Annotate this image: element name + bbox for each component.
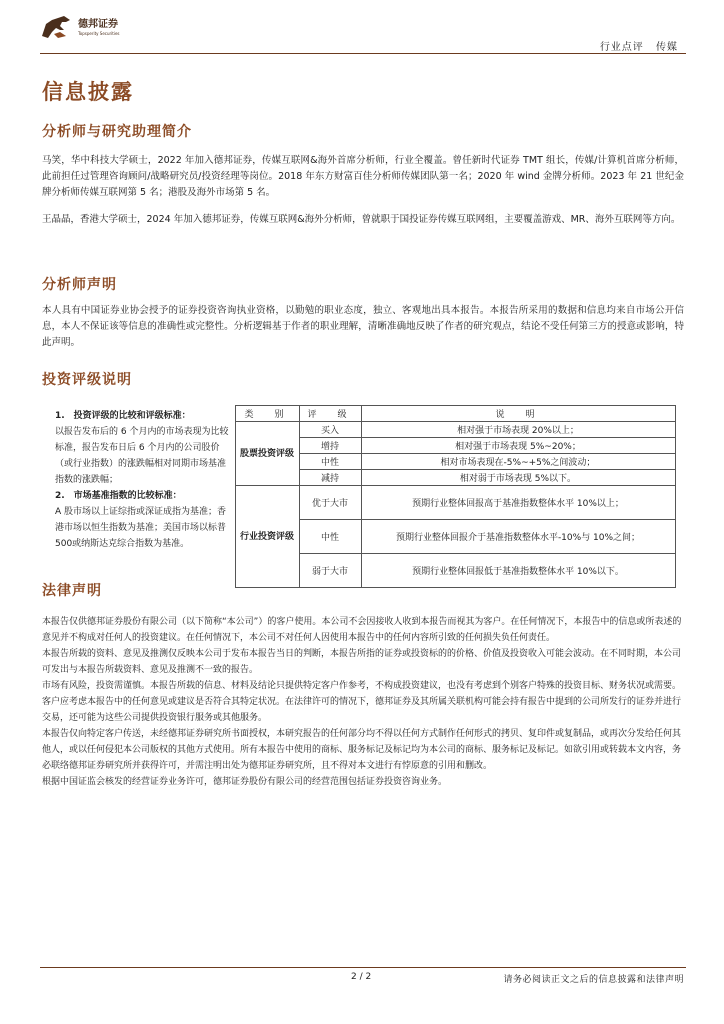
legal-paragraph: 市场有风险，投资需谨慎。本报告所载的信息、材料及结论只提供特定客户作参考，不构成投资建议，也没有考虑到个别客户特殊的投资目标、财务状况或需要。客户应考虑本报告中的任何意见或建议是否符合其特定状况。在法律许可的情况下，德邦证券及其所属关联机构可能会持有报告中提到的公司所发行的证券并进行交易，还可能为这些公司提供投资银行服务或其他服务。 bbox=[42, 681, 682, 723]
page-number: 2 / 2 bbox=[351, 972, 372, 982]
stock-rating-buy-desc: 相对强于市场表现 20%以上； bbox=[361, 422, 675, 438]
criteria-title-1: 1. 投资评级的比较和评级标准： bbox=[55, 410, 191, 421]
analyst-statement-text: 本人具有中国证券业协会授予的证券投资咨询执业资格，以勤勉的职业态度，独立、客观地出具本报告。本报告所采用的数据和信息均来自市场公开信息，本人不保证该等信息的准确性或完整性。分析逻辑基于作者的职业理解，清晰准确地反映了作者的研究观点，结论不受任何第三方的授意或影响，特此声明。 bbox=[42, 305, 684, 348]
analyst-intro-p2: 王晶晶，香港大学硕士，2024 年加入德邦证券，传媒互联网&海外分析师，曾就职于国投证券传媒互联网组，主要覆盖游戏、MR、海外互联网等方向。 bbox=[42, 214, 681, 225]
legal-paragraph: 根据中国证监会核发的经营证券业务许可，德邦证券股份有限公司的经营范围包括证券投资咨询业务。 bbox=[42, 777, 448, 787]
legal-heading: 法律声明 bbox=[42, 583, 102, 599]
report-category bbox=[600, 38, 678, 53]
rating-heading: 投资评级说明 bbox=[42, 372, 132, 388]
col-header-rating: 评 级 bbox=[299, 406, 361, 422]
category-label: 行业点评 bbox=[599, 42, 644, 53]
header-divider bbox=[40, 53, 686, 54]
stock-rating-overweight: 增持 bbox=[299, 438, 361, 454]
industry-rating-outperform-desc: 预期行业整体回报高于基准指数整体水平 10%以上； bbox=[361, 486, 675, 520]
rating-criteria bbox=[51, 406, 235, 588]
stock-rating-underweight-desc: 相对弱于市场表现 5%以下。 bbox=[361, 470, 675, 486]
stock-rating-category: 股票投资评级 bbox=[235, 422, 299, 486]
bull-logo-icon bbox=[40, 14, 74, 42]
criteria-text-1: 以报告发布后的 6 个月内的市场表现为比较标准，报告发布日后 6 个月内的公司股价（或行业指数）的涨跌幅相对同期市场基准指数的涨跌幅； bbox=[55, 426, 229, 485]
industry-rating-outperform: 优于大市 bbox=[299, 486, 361, 520]
stock-rating-underweight: 减持 bbox=[299, 470, 361, 486]
stock-rating-overweight-desc: 相对强于市场表现 5%~20%； bbox=[361, 438, 675, 454]
industry-rating-neutral-desc: 预期行业整体回报介于基准指数整体水平-10%与 10%之间； bbox=[361, 520, 675, 554]
rating-table bbox=[51, 405, 676, 588]
legal-text bbox=[42, 614, 684, 790]
analyst-intro-heading: 分析师与研究助理简介 bbox=[42, 124, 192, 140]
analyst-statement-heading: 分析师声明 bbox=[42, 277, 117, 293]
criteria-title-2: 2. 市场基准指数的比较标准： bbox=[55, 490, 182, 501]
stock-rating-neutral: 中性 bbox=[299, 454, 361, 470]
footer-note: 请务必阅读正文之后的信息披露和法律声明 bbox=[503, 975, 684, 985]
legal-paragraph: 本报告仅向特定客户传送，未经德邦证券研究所书面授权，本研究报告的任何部分均不得以任何方式制作任何形式的拷贝、复印件或复制品，或再次分发给任何其他人，或以任何侵犯本公司版权的其他方式使用。所有本报告中使用的商标、服务标记及标记均为本公司的商标、服务标记及标记。如欲引用或转载本文内容，务必联络德邦证券研究所并获得许可，并需注明出处为德邦证券研究所，且不得对本文进行有悖原意的引用和删改。 bbox=[42, 729, 682, 771]
footer-divider bbox=[40, 967, 686, 968]
industry-rating-underperform-desc: 预期行业整体回报低于基准指数整体水平 10%以下。 bbox=[361, 554, 675, 588]
criteria-text-2: A 股市场以上证综指或深证成指为基准；香港市场以恒生指数为基准；美国市场以标普500或纳斯达克综合指数为基准。 bbox=[55, 506, 227, 549]
brand-logo bbox=[40, 14, 120, 42]
brand-name-cn: 德邦证券 bbox=[78, 19, 118, 30]
sector-label: 传媒 bbox=[656, 42, 678, 53]
industry-rating-category: 行业投资评级 bbox=[235, 486, 299, 588]
stock-rating-buy: 买入 bbox=[299, 422, 361, 438]
legal-paragraph: 本报告仅供德邦证券股份有限公司（以下简称“本公司”）的客户使用。本公司不会因接收人收到本报告而视其为客户。在任何情况下，本报告中的信息或所表述的意见并不构成对任何人的投资建议。在任何情况下，本公司不对任何人因使用本报告中的任何内容所引致的任何损失负任何责任。 bbox=[42, 617, 682, 643]
industry-rating-underperform: 弱于大市 bbox=[299, 554, 361, 588]
col-header-category: 类 别 bbox=[235, 406, 299, 422]
page-title: 信息披露 bbox=[42, 79, 134, 104]
analyst-intro-p1: 马笑，华中科技大学硕士，2022 年加入德邦证券，传媒互联网&海外首席分析师，行业全覆盖。曾任新时代证券 TMT 组长，传媒/计算机首席分析师，此前担任过管理咨询顾问/战略研究员/投资经理等岗位。2018 年东方财富百佳分析师传媒团队第一名；2020 年 wind 金牌分析师。2023 年 21 世纪金牌分析师传媒互联网第 5 名；港股及海外市场第 5 名。 bbox=[42, 155, 684, 198]
legal-paragraph: 本报告所载的资料、意见及推测仅反映本公司于发布本报告当日的判断，本报告所指的证券或投资标的的价格、价值及投资收入可能会波动。在不同时期，本公司可发出与本报告所载资料、意见及推测不一致的报告。 bbox=[42, 649, 682, 675]
page-header bbox=[40, 14, 686, 54]
col-header-desc: 说 明 bbox=[361, 406, 675, 422]
industry-rating-neutral: 中性 bbox=[299, 520, 361, 554]
stock-rating-neutral-desc: 相对市场表现在-5%~+5%之间波动； bbox=[361, 454, 675, 470]
brand-name-en: Topsperity Securities bbox=[78, 31, 120, 36]
